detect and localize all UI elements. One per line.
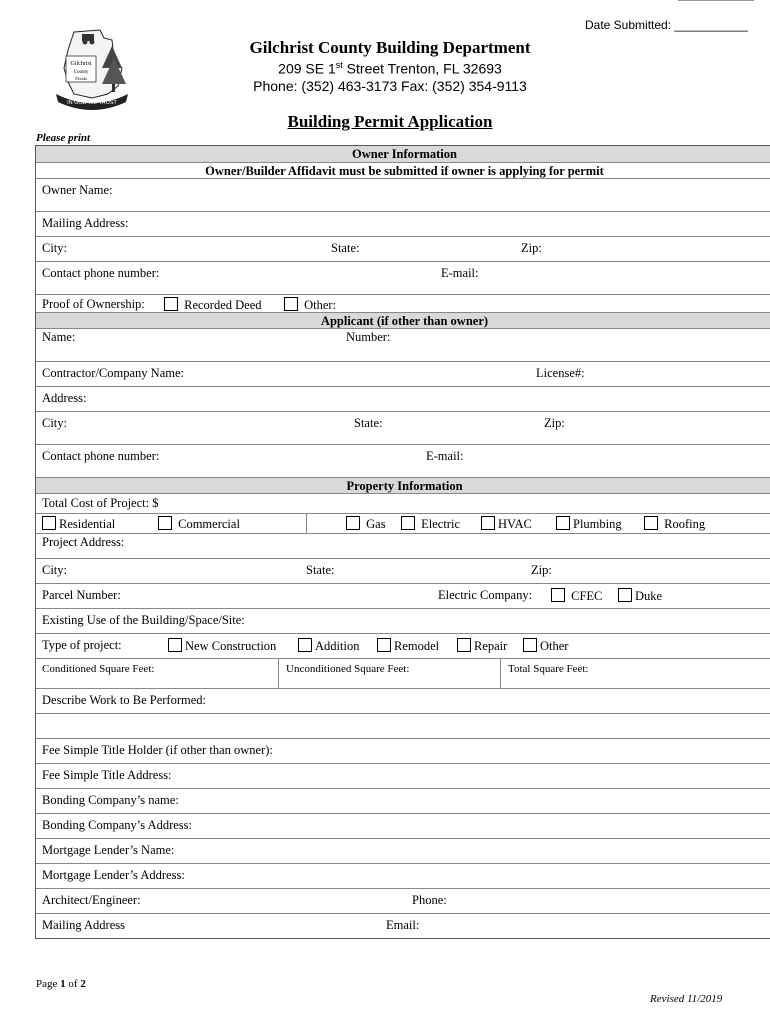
applicant-name-row[interactable] <box>36 328 770 361</box>
hvac-checkbox[interactable] <box>481 516 495 530</box>
unconditioned-sqft-label: Unconditioned Square Feet: <box>286 663 410 675</box>
total-sqft-label: Total Square Feet: <box>508 663 589 675</box>
department-address: 209 SE 1st Street Trenton, FL 32693 <box>278 60 502 77</box>
project-address-field[interactable] <box>36 533 770 558</box>
commercial-checkbox[interactable] <box>158 516 172 530</box>
permit-form <box>35 145 770 939</box>
mortgage-name-field[interactable] <box>36 838 770 863</box>
contractor-company-row[interactable] <box>36 361 770 386</box>
mailing-email-row[interactable] <box>36 913 770 938</box>
applicant-section-header: Applicant (if other than owner) <box>36 312 770 328</box>
new-construction-checkbox[interactable] <box>168 638 182 652</box>
recorded-deed-checkbox[interactable] <box>164 297 178 311</box>
parcel-label: Parcel Number: <box>42 588 121 602</box>
applicant-phone-row[interactable] <box>36 444 770 477</box>
residential-checkbox[interactable] <box>42 516 56 530</box>
contractor-company-label: Contractor/Company Name: <box>42 366 184 380</box>
page-number: Page 1 of 2 <box>36 978 86 990</box>
proof-label: Proof of Ownership: <box>42 297 145 311</box>
electric-option[interactable]: Electric <box>401 516 460 532</box>
describe-work-label: Describe Work to Be Performed: <box>42 693 206 707</box>
applicant-number-label: Number: <box>346 330 391 344</box>
date-line <box>678 0 754 1</box>
fee-address-field[interactable] <box>36 763 770 788</box>
remodel-option[interactable]: Remodel <box>377 638 439 654</box>
fee-holder-field[interactable] <box>36 738 770 763</box>
owner-phone-row[interactable] <box>36 261 770 294</box>
property-zip-label: Zip: <box>531 563 552 577</box>
date-submitted: Date Submitted: ___________ <box>585 18 748 32</box>
owner-city-row[interactable] <box>36 236 770 261</box>
applicant-city-row[interactable] <box>36 411 770 444</box>
applicant-phone-label: Contact phone number: <box>42 449 160 463</box>
property-city-label: City: <box>42 563 68 577</box>
existing-use-field[interactable] <box>36 608 770 633</box>
please-print-note: Please print <box>36 132 91 144</box>
bonding-name-label: Bonding Company’s name: <box>42 793 179 807</box>
owner-phone-label: Contact phone number: <box>42 266 160 280</box>
mortgage-address-label: Mortgage Lender’s Address: <box>42 868 185 882</box>
mortgage-address-field[interactable] <box>36 863 770 888</box>
type-other-checkbox[interactable] <box>523 638 537 652</box>
owner-email-label: E-mail: <box>441 266 479 280</box>
type-of-project-label: Type of project: <box>42 638 122 652</box>
duke-checkbox[interactable] <box>618 588 632 602</box>
remodel-checkbox[interactable] <box>377 638 391 652</box>
architect-mailing-label: Mailing Address <box>42 918 125 932</box>
existing-use-label: Existing Use of the Building/Space/Site: <box>42 613 245 627</box>
residential-option[interactable]: Residential <box>42 516 115 532</box>
owner-section-header: Owner Information <box>36 146 770 162</box>
gas-checkbox[interactable] <box>346 516 360 530</box>
repair-option[interactable]: Repair <box>457 638 507 654</box>
roofing-option[interactable]: Roofing <box>644 516 705 532</box>
applicant-address-label: Address: <box>42 391 87 405</box>
hvac-option[interactable]: HVAC <box>481 516 532 532</box>
describe-work-field[interactable] <box>36 688 770 713</box>
plumbing-checkbox[interactable] <box>556 516 570 530</box>
logo-motto: IN GOD WE TRUST <box>67 100 117 106</box>
proof-of-ownership-row <box>36 294 770 312</box>
applicant-email-label: E-mail: <box>426 449 464 463</box>
project-category-row <box>36 513 770 533</box>
electric-checkbox[interactable] <box>401 516 415 530</box>
addition-option[interactable]: Addition <box>298 638 359 654</box>
bonding-name-field[interactable] <box>36 788 770 813</box>
new-construction-option[interactable]: New Construction <box>168 638 276 654</box>
repair-checkbox[interactable] <box>457 638 471 652</box>
applicant-zip-label: Zip: <box>544 416 565 430</box>
logo-text-2: County <box>73 70 89 75</box>
duke-option[interactable]: Duke <box>618 588 662 604</box>
property-city-row[interactable] <box>36 558 770 583</box>
project-address-label: Project Address: <box>42 535 125 549</box>
owner-city-label: City: <box>42 241 68 255</box>
owner-mailing-field[interactable] <box>36 211 770 236</box>
square-feet-row <box>36 658 770 688</box>
architect-label: Architect/Engineer: <box>42 893 141 907</box>
logo-text-3: Florida <box>75 76 87 81</box>
architect-row[interactable] <box>36 888 770 913</box>
architect-phone-label: Phone: <box>412 893 447 907</box>
applicant-address-field[interactable] <box>36 386 770 411</box>
other-ownership-option[interactable]: Other: <box>284 297 336 313</box>
electric-company-label: Electric Company: <box>438 588 533 602</box>
conditioned-sqft-label: Conditioned Square Feet: <box>42 663 155 675</box>
owner-state-label: State: <box>331 241 360 255</box>
applicant-city-label: City: <box>42 416 68 430</box>
owner-name-label: Owner Name: <box>42 183 113 197</box>
logo-text-1: Gilchrist <box>70 61 92 67</box>
owner-mailing-label: Mailing Address: <box>42 216 129 230</box>
applicant-name-label: Name: <box>42 330 76 344</box>
gas-option[interactable]: Gas <box>346 516 386 532</box>
license-label: License#: <box>536 366 585 380</box>
owner-name-field[interactable] <box>36 178 770 211</box>
cfec-checkbox[interactable] <box>551 588 565 602</box>
affidavit-note: Owner/Builder Affidavit must be submitted if owner is applying for permit <box>36 162 770 178</box>
parcel-row <box>36 583 770 608</box>
fee-address-label: Fee Simple Title Address: <box>42 768 172 782</box>
property-state-label: State: <box>306 563 335 577</box>
department-phone: Phone: (352) 463-3173 Fax: (352) 354-9113 <box>253 78 527 94</box>
architect-email-label: Email: <box>386 918 420 932</box>
total-cost-field[interactable] <box>36 493 770 513</box>
revised-date: Revised 11/2019 <box>650 993 723 1005</box>
commercial-option[interactable]: Commercial <box>158 516 240 532</box>
roofing-checkbox[interactable] <box>644 516 658 530</box>
recorded-deed-option[interactable]: Recorded Deed <box>164 297 262 313</box>
bonding-address-label: Bonding Company’s Address: <box>42 818 193 832</box>
bonding-address-field[interactable] <box>36 813 770 838</box>
property-section-header: Property Information <box>36 477 770 493</box>
describe-work-extra-line[interactable] <box>36 713 770 738</box>
addition-checkbox[interactable] <box>298 638 312 652</box>
type-of-project-row <box>36 633 770 658</box>
type-other-option[interactable]: Other <box>523 638 568 654</box>
total-cost-label: Total Cost of Project: $ <box>42 496 159 510</box>
fee-holder-label: Fee Simple Title Holder (if other than owner): <box>42 743 273 757</box>
mortgage-name-label: Mortgage Lender’s Name: <box>42 843 175 857</box>
other-ownership-checkbox[interactable] <box>284 297 298 311</box>
department-title: Gilchrist County Building Department <box>249 38 531 57</box>
applicant-state-label: State: <box>354 416 383 430</box>
cfec-option[interactable]: CFEC <box>551 588 602 604</box>
form-title: Building Permit Application <box>287 112 493 131</box>
plumbing-option[interactable]: Plumbing <box>556 516 622 532</box>
owner-zip-label: Zip: <box>521 241 542 255</box>
